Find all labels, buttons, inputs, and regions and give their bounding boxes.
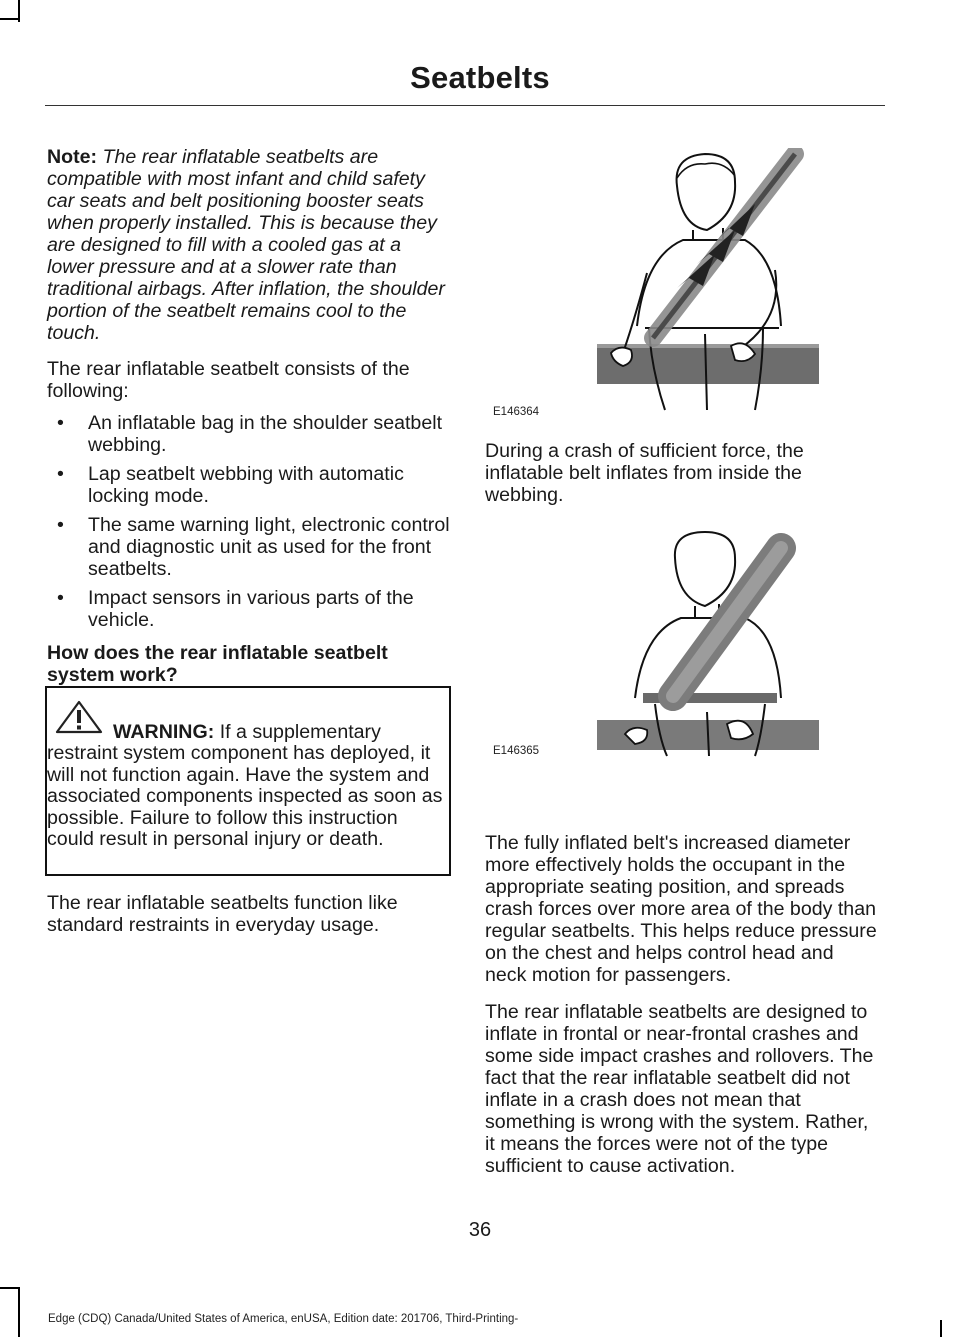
bullet-icon: • [57,514,64,536]
footer-text: Edge (CDQ) Canada/United States of America, enUSA, Edition date: 201706, Third-Printing- [48,1313,519,1325]
list-item: • An inflatable bag in the shoulder seatbelt webbing. [57,412,443,456]
warning-label: WARNING: [113,721,215,743]
figure-code: E146365 [493,745,540,757]
note-text: The rear inflatable seatbelts are compatible with most infant and child safety car seats and belt positioning booster seats when properly installed. This is because they are designed to fill with a cooled gas at a lower pressure and at a slower rate than traditional airbags. After inflation, the shoulder portion of the seatbelt remains cool to the touch. [47,146,445,344]
list-item: • The same warning light, electronic control and diagnostic unit as used for the front seatbelts. [57,514,450,580]
list-item: • Impact sensors in various parts of the vehicle. [57,587,414,631]
intro-paragraph: The rear inflatable seatbelt consists of the following: [47,358,410,402]
inflated-belt-illustration [595,528,820,758]
section-heading: How does the rear inflatable seatbelt system work? [47,642,388,686]
right-column-text [485,832,880,1177]
figure-code: E146364 [493,406,540,418]
note-paragraph [47,146,452,344]
component-list [47,412,452,631]
list-item: • Lap seatbelt webbing with automatic locking mode. [57,463,404,507]
crop-mark [0,18,20,20]
bullet-icon: • [57,587,64,609]
usage-paragraph: The rear inflatable seatbelts function like standard restraints in everyday usage. [47,892,398,936]
design-paragraph: The rear inflatable seatbelts are designed to inflate in frontal or near-frontal crashes and some side impact crashes and rollovers. The fact that the rear inflatable seatbelt did not inflate in a crash does not mean that something is wrong with the system. Rather, it means the forces were not of the type sufficient to cause activation. [485,1001,874,1177]
warning-box [45,686,451,876]
note-label: Note: [47,146,98,168]
page-title: Seatbelts [410,60,550,95]
right-column [485,440,880,506]
diameter-paragraph: The fully inflated belt's increased diameter more effectively holds the occupant in the appropriate seating position, and spreads crash forces over more area of the body than regular seatbelts. This helps reduce pressure on the chest and helps control head and neck motion for passengers. [485,832,877,986]
page-number: 36 [468,1219,492,1241]
warning-text: WARNING: If a supplementary restraint system component has deployed, it will not function again. Have the system and associated components inspected as soon as possible. Failure to follow this instruction could result in personal injury or death. [47,721,443,851]
crop-mark [18,1287,20,1337]
inflatable-belt-inflating-illustration [595,148,820,413]
bullet-icon: • [57,463,64,485]
inflation-paragraph: During a crash of sufficient force, the inflatable belt inflates from inside the webbing. [485,440,804,506]
bullet-icon: • [57,412,64,434]
crop-mark [940,1320,942,1337]
crop-mark [0,1287,20,1289]
header-divider [45,105,885,106]
left-column [47,146,452,686]
